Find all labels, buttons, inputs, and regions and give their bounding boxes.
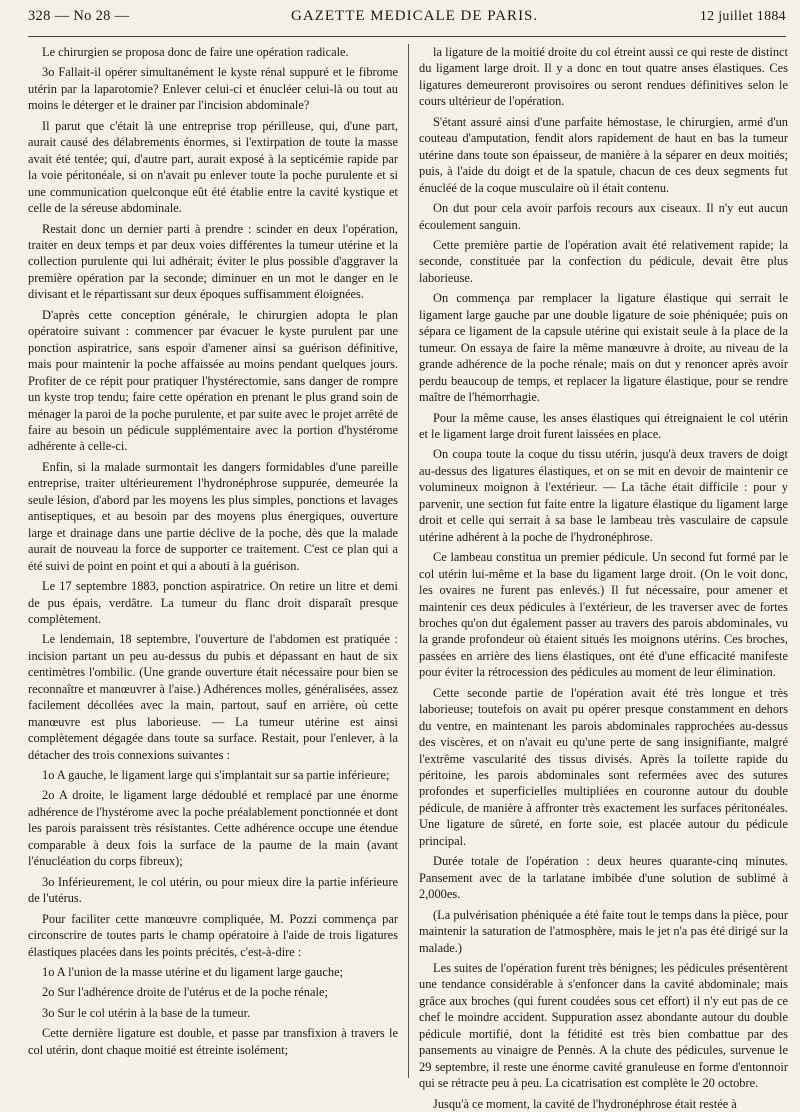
paragraph: Le chirurgien se proposa donc de faire une opération radicale.	[42, 45, 349, 59]
paragraph: Cette première partie de l'opération avait été relativement rapide; la seconde, constituée par la confection du pédicule, devait être plus laborieuse.	[419, 237, 788, 285]
paragraph: Pour faciliter cette manœuvre compliquée, M. Pozzi commença par circonscrire de toutes parts le champ opératoire à l'aide de trois ligatures élastiques placées dans les points précités, c'est-à-dire :	[28, 911, 398, 959]
text-columns	[28, 44, 788, 1111]
paragraph: 2o Sur l'adhérence droite de l'utérus et de la poche rénale;	[42, 985, 328, 1000]
paragraph: Cette seconde partie de l'opération avait été très longue et très laborieuse; toutefois on avait pu opérer presque constamment en dehors du ventre, en maintenant les parois abdominales rapprochées au-dessus des viscères, et on n'avait eu qu'une perte de sang insignifiante, malgré l'extrême vascularité des tissus divisés. Après la toilette rapide du péritoine, les parois abdominales sont refermées avec des sutures profondes et superficielles multipliées en couronne autour du double pédicule, de manière à affronter très exactement les surfaces péritonéales. Une ligature de sûreté, en forte soie, est placée autour du pédicule principal.	[419, 685, 788, 848]
paragraph: Le lendemain, 18 septembre, l'ouverture de l'abdomen est pratiquée : incision partant un peu au-dessus du pubis et dépassant en haut de six centimètres l'ombilic. (Une grande ouverture était nécessaire pour bien se reconnaître et manœuvrer à l'aise.) Adhérences molles, généralisées, assez facilement décollées avec la main, partout, sauf en arrière, où cette manœuvre est plus laborieuse. — La tumeur utérine est ainsi complètement dégagée dans toute sa surface. Restait, pour l'enlever, à la détacher des trois connexions suivantes :	[28, 632, 398, 762]
journal-title: GAZETTE MEDICALE DE PARIS.	[291, 8, 539, 24]
paragraph: Pour la même cause, les anses élastiques qui étreignaient le col utérin et le ligament large droit furent laissées en place.	[419, 410, 788, 441]
left-column	[28, 44, 408, 1078]
paragraph: Le 17 septembre 1883, ponction aspiratrice. On retire un litre et demi de pus épais, verdâtre. La tumeur du flanc droit disparaît presque complètement.	[28, 579, 398, 626]
paragraph: Il parut que c'était là une entreprise trop périlleuse, qui, d'une part, aurait causé des délabrements énormes, si l'extirpation de toute la masse avait été tentée; qui, d'autre part, aurait exposé à la septicémie rapide par la voie péritonéale, si on n'avait pu enlever toute la poche purulente et si une communication quelconque eût été établie entre la cavité kystique et celle de la séreuse abdominale.	[28, 118, 398, 216]
paragraph: Durée totale de l'opération : deux heures quarante-cinq minutes. Pansement avec de la tarlatane imbibée d'une solution de sublimé à 2,000es.	[419, 854, 788, 902]
paragraph: 1o A gauche, le ligament large qui s'implantait sur sa partie inférieure;	[42, 768, 390, 783]
paragraph: D'après cette conception générale, le chirurgien adopta le plan opératoire suivant : commencer par évacuer le kyste purulent par une ponction aspiratrice, sans espoir d'amener ainsi sa guérison définitive, mais pour maintenir la poche affaissée au moins pendant quelques jours. Profiter de ce répit pour pratiquer l'hystérectomie, sans danger de rompre un kyste trop tendu; faire cette opération en prenant le plus grand soin de ménager la paroi de la poche purulente, et par suite avec le projet arrêté de faire au besoin un pédicule supplémentaire avec la portion d'hystérome adhérente à celle-ci.	[28, 307, 398, 454]
paragraph: la ligature de la moitié droite du col étreint aussi ce qui reste de distinct du ligament large droit. Il y a donc en tout quatre anses élastiques. Ces ligatures demeureront provisoires ou seront rendues définitives selon le cours ultérieur de l'opération.	[419, 45, 788, 109]
paragraph: On coupa toute la coque du tissu utérin, jusqu'à deux travers de doigt au-dessus des ligatures élastiques, et on se mit en devoir de maintenir ce volumineux moignon à l'extérieur. — La tâche était difficile : pour y parvenir, une section fut faite entre la ligature élastique du ligament large droit et celle qui serrait à sa base le lambeau très vasculaire de capsule utérine adhérent à la poche de l'hydronéphrose.	[419, 447, 788, 544]
page-number-issue	[28, 8, 129, 25]
paragraph: Enfin, si la malade surmontait les dangers formidables d'une pareille entreprise, traiter ultérieurement l'hydronéphrose suppurée, demeurée la seule lésion, d'abord par les moyens les plus simples, ponctions et lavages antiseptiques, et au besoin par des moyens plus énergiques, ouverture large et drainage dans une partie déclive de la poche, dès que la malade aurait de nouveau la force de supporter ce traitement. C'est ce plan qui a été suivi de point en point et qui a abouti à la guérison.	[28, 459, 398, 573]
paragraph: Restait donc un dernier parti à prendre : scinder en deux l'opération, traiter en deux temps et par deux voies différentes la tumeur utérine et la collection purulente qui lui adhérait; éviter le plus possible d'aggraver la première opération par la seconde; diminuer en un mot le danger en le divisant et le répartissant sur deux époques suffisamment éloignées.	[28, 221, 398, 302]
paragraph: 3o Fallait-il opérer simultanément le kyste rénal suppuré et le fibrome utérin par la laparotomie? Enlever celui-ci et énucléer celui-là ou tout au moins le déterger et le drainer par l'incision abdominale?	[28, 65, 398, 113]
right-column	[408, 44, 788, 1111]
paragraph: 3o Sur le col utérin à la base de la tumeur.	[42, 1005, 251, 1020]
paragraph: On commença par remplacer la ligature élastique qui serrait le ligament large gauche par une double ligature de soie phéniquée; puis on sépara ce ligament de la capsule utérine qui existait seule à la place de la tumeur. On essaya de faire la même manœuvre à droite, au niveau de la grande adhérence de la poche rénale; mais on dut y renoncer après avoir perdu beaucoup de temps, et replacer la ligature élastique, pour se rendre maître de l'hémorrhagie.	[419, 291, 788, 405]
paragraph: Ce lambeau constitua un premier pédicule. Un second fut formé par le col utérin lui-même et la base du ligament large droit. (On le voit donc, les ovaires ne furent pas enlevés.) Il fut nécessaire, pour amener et maintenir ces deux pédicules à l'extérieur, de les traverser avec de fortes broches qu'on dut également passer au travers des parois abdominales, vu la grande profondeur où étaient situés les moignons utérins. Ces broches, passées en arrière des liens élastiques, ont été d'une efficacité manifeste pour éviter la rétrocession des pédicules au moment de leur élimination.	[419, 550, 788, 680]
paragraph: Cette dernière ligature est double, et passe par transfixion à travers le col utérin, dont chaque moitié est étreinte isolément;	[28, 1026, 398, 1057]
paragraph: S'étant assuré ainsi d'une parfaite hémostase, le chirurgien, armé d'un couteau d'amputation, fendit alors rapidement de haut en bas la tumeur utérine dans toute son épaisseur, de manière à la séparer en deux moitiés; puis, à l'aide du doigt et de la spatule, chacun de ces deux segments fut énucléé de la coque musculaire où il était contenu.	[419, 114, 788, 195]
paragraph: 3o Inférieurement, le col utérin, ou pour mieux dire la partie inférieure de l'utérus.	[28, 874, 398, 906]
paragraph: Jusqu'à ce moment, la cavité de l'hydronéphrose était restée à	[433, 1096, 737, 1111]
paragraph: 2o A droite, le ligament large dédoublé et remplacé par une énorme adhérence de l'hystérome avec la poche préalablement ponctionnée et dont les parois paraissent très résistantes. Cette adhérence occupe une étendue comparable à deux fois la surface de la paume de la main (avant l'énucléation du corps fibreux);	[28, 788, 398, 869]
page-header	[28, 8, 786, 37]
paragraph: (La pulvérisation phéniquée a été faite tout le temps dans la pièce, pour maintenir la saturation de l'atmosphère, mais le jet n'a pas été dirigé sur la malade.)	[419, 907, 788, 955]
paragraph: 1o A l'union de la masse utérine et du ligament large gauche;	[42, 965, 344, 980]
page-number: 328	[28, 8, 51, 24]
paragraph: Les suites de l'opération furent très bénignes; les pédicules présentèrent une tendance considérable à s'enfoncer dans la cavité abdominale; mais grâce aux broches (qui furent coudées sous cet effort) il n'y eut pas de ce chef le moindre accident. Suppuration assez abondante autour du double pédicule mortifié, dont la fétidité est très bien combattue par des pansements au vinaigre de Pennès. A la chute des pédicules, survenue le 29 septembre, il reste une énorme cavité granuleuse en forme d'entonnoir qui se rétracte peu à peu. La cicatrisation est complète le 20 octobre.	[419, 961, 788, 1091]
issue-number: — No 28 —	[54, 8, 130, 24]
paragraph: On dut pour cela avoir parfois recours aux ciseaux. Il n'y eut aucun écoulement sanguin.	[419, 201, 788, 232]
issue-date: 12 juillet 1884	[699, 9, 786, 24]
